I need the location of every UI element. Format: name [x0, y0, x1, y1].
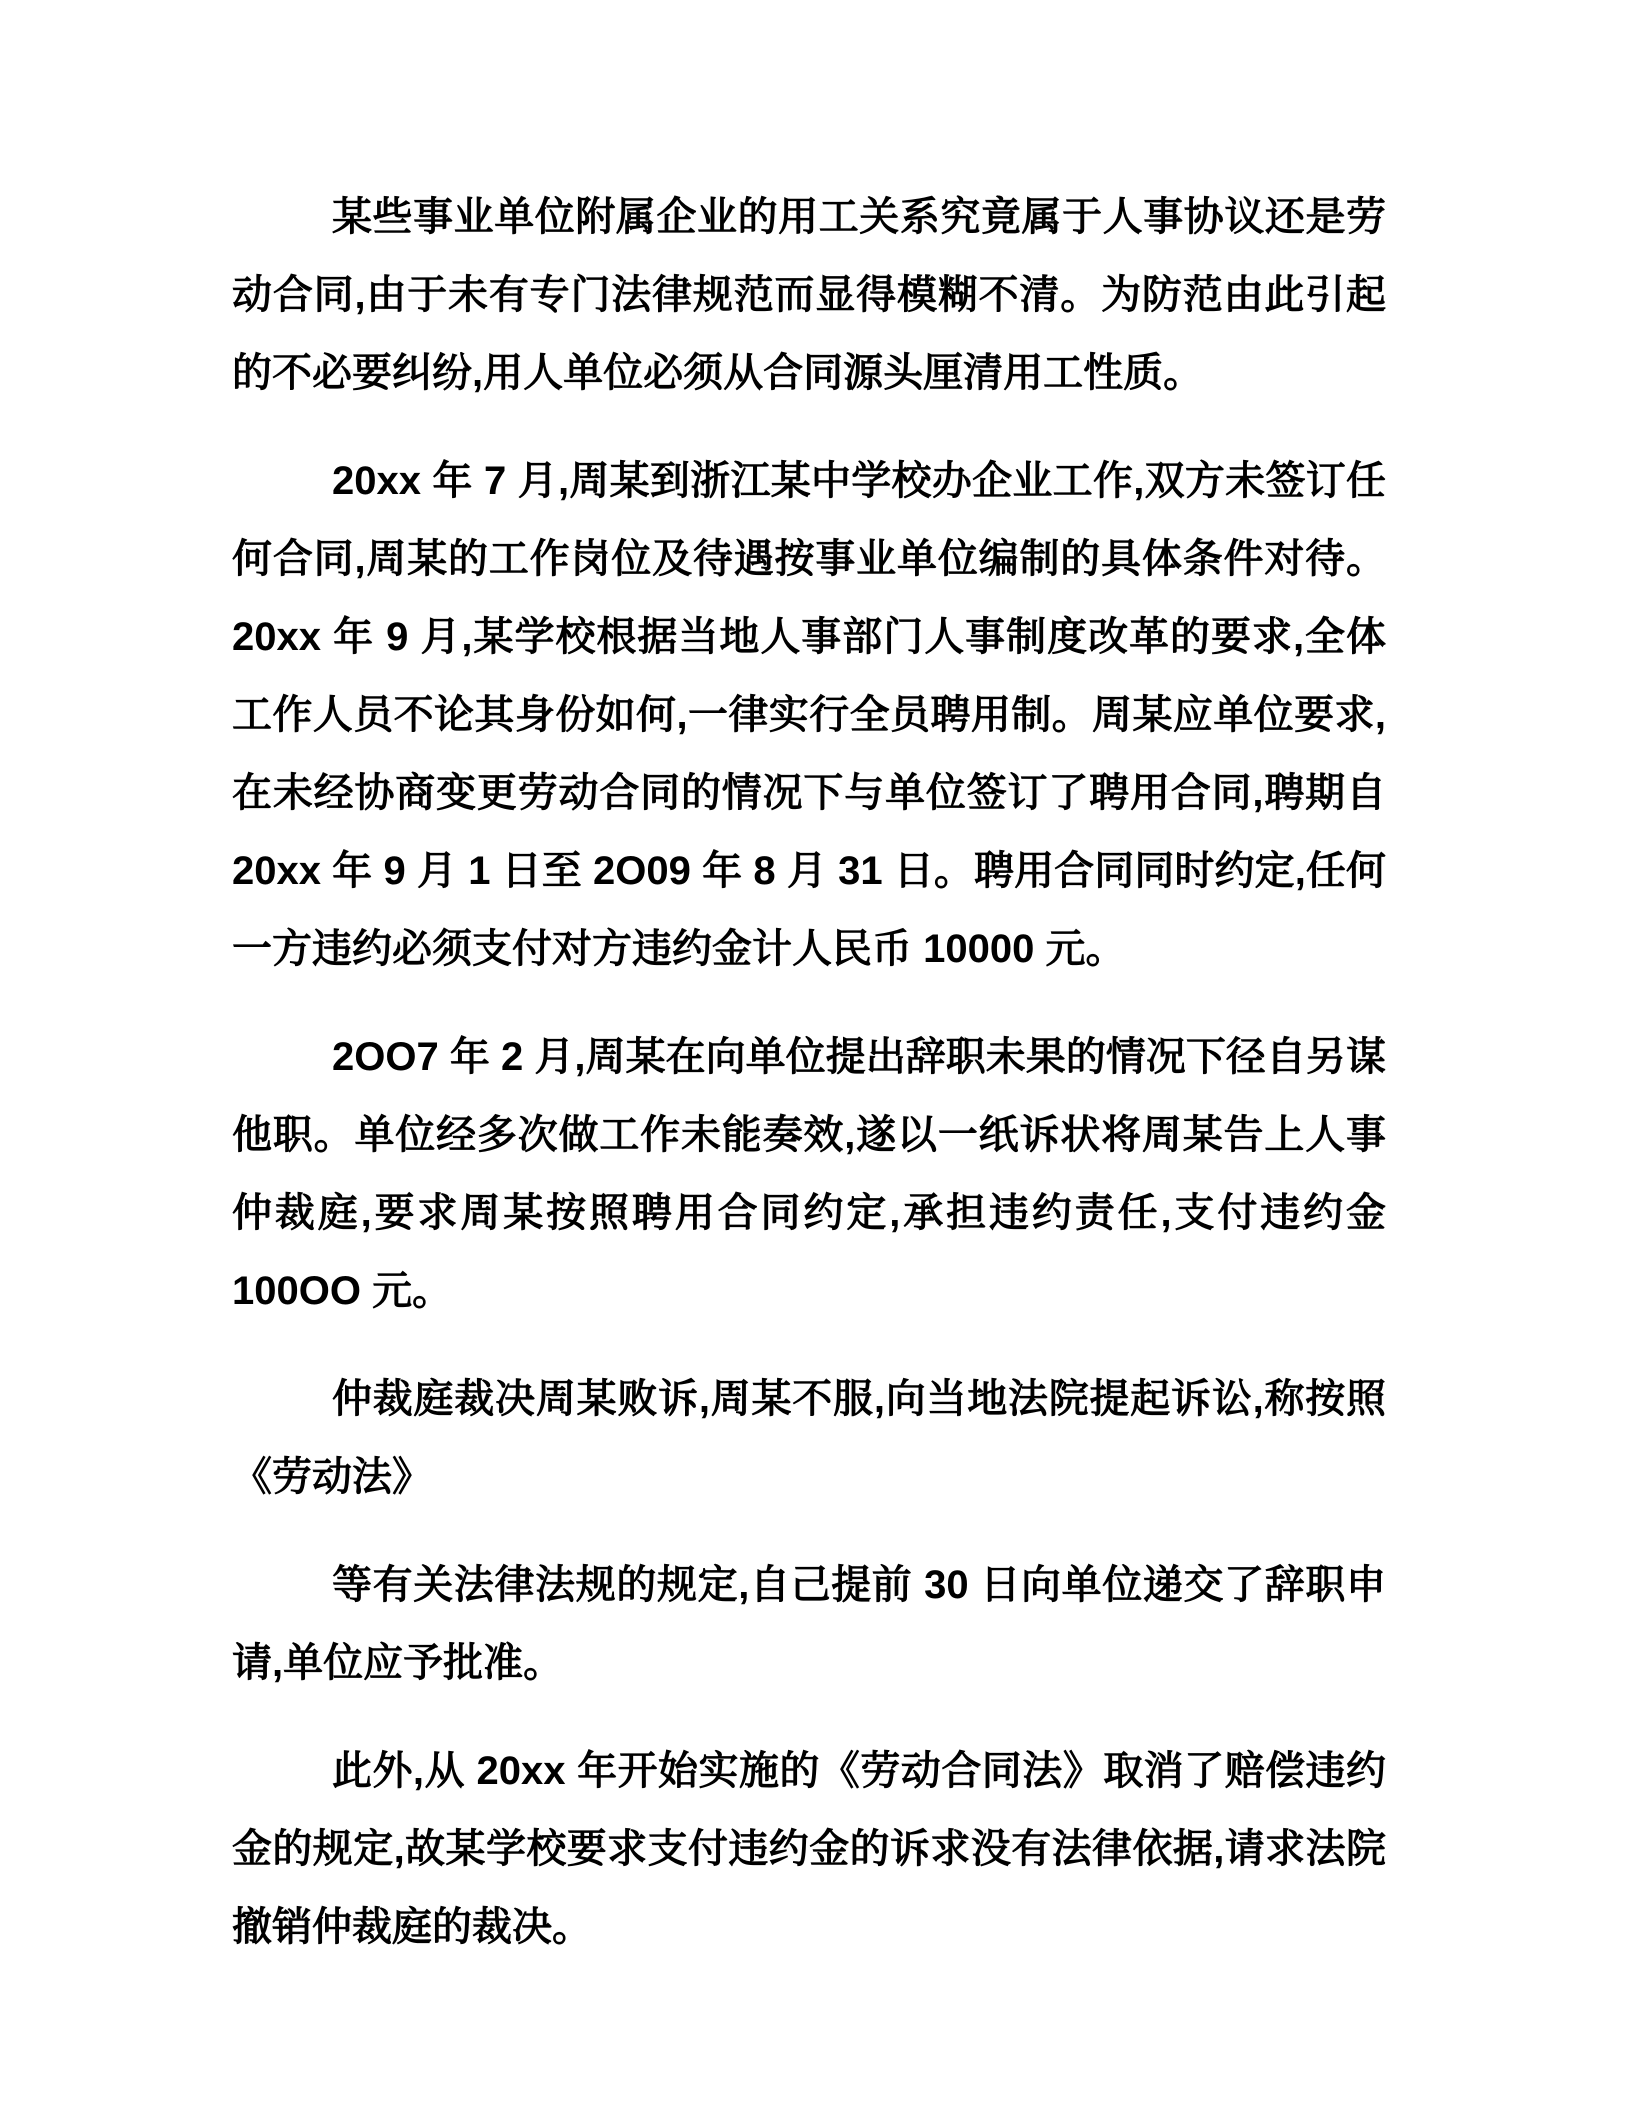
paragraph-conclusion: 此外,从 20xx 年开始实施的《劳动合同法》取消了赔偿违约金的规定,故某学校要求支付违约金的诉求没有法律依据,请求法院撤销仲裁庭的裁决。	[232, 1749, 1386, 1949]
paragraph-intro: 某些事业单位附属企业的用工关系究竟属于人事协议还是劳动合同,由于未有专门法律规范而显得模糊不清。为防范由此引起的不必要纠纷,用人单位必须从合同源头厘清用工性质。	[232, 195, 1386, 395]
paragraph-legal-basis: 等有关法律法规的规定,自己提前 30 日向单位递交了辞职申请,单位应予批准。	[232, 1563, 1386, 1685]
paragraph-resignation-dispute: 2OO7 年 2 月,周某在向单位提出辞职未果的情况下径自另谋他职。单位经多次做工作未能奏效,遂以一纸诉状将周某告上人事仲裁庭,要求周某按照聘用合同约定,承担违约责任,支付违约金 100OO 元。	[232, 1035, 1386, 1313]
paragraph-arbitration-ruling: 仲裁庭裁决周某败诉,周某不服,向当地法院提起诉讼,称按照《劳动法》	[232, 1377, 1386, 1499]
paragraph-case-background: 20xx 年 7 月,周某到浙江某中学校办企业工作,双方未签订任何合同,周某的工作岗位及待遇按事业单位编制的具体条件对待。20xx 年 9 月,某学校根据当地人事部门人事制度改革的要求,全体工作人员不论其身份如何,一律实行全员聘用制。周某应单位要求,在未经协商变更劳动合同的情况下与单位签订了聘用合同,聘期自 20xx 年 9 月 1 日至 2O09 年 8 月 31 日。聘用合同同时约定,任何一方违约必须支付对方违约金计人民币 10000 元。	[232, 459, 1386, 971]
